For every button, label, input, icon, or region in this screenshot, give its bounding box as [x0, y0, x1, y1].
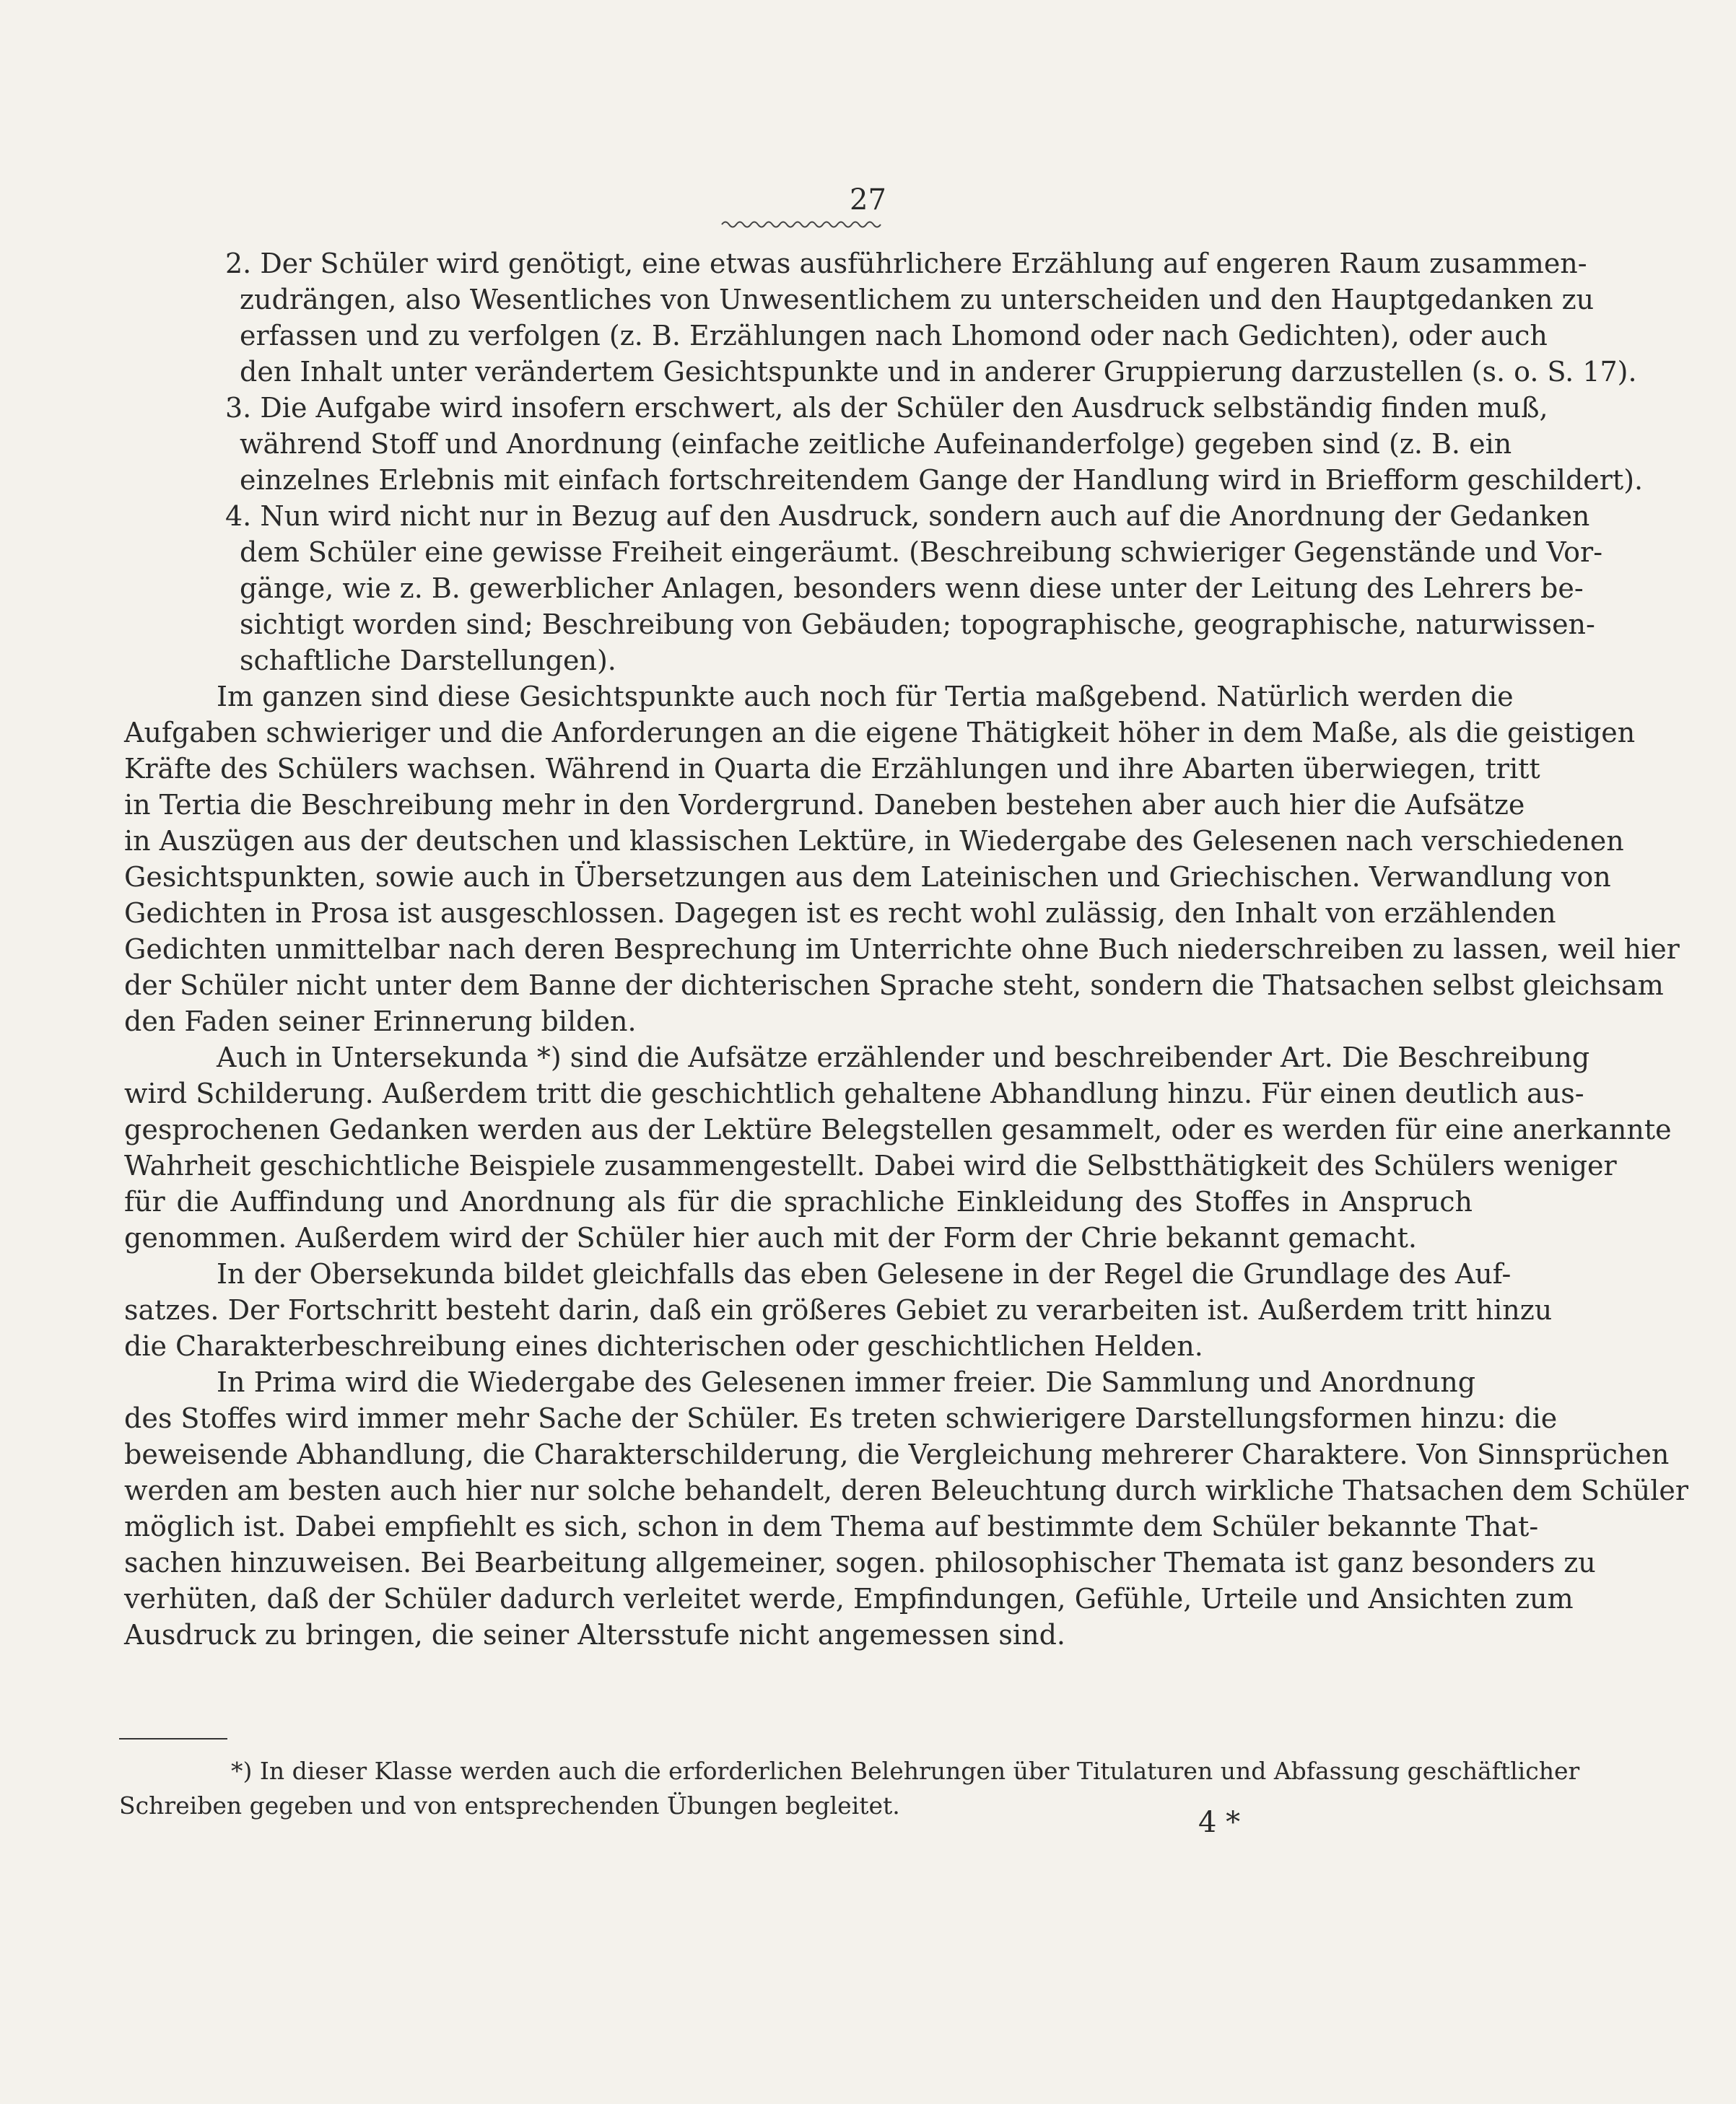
- text-line: Ausdruck zu bringen, die seiner Altersstufe nicht angemessen sind.: [124, 1619, 1065, 1651]
- ornament-divider: [722, 218, 881, 231]
- footnote: [119, 1754, 1580, 1823]
- text-line: 3. Die Aufgabe wird insofern erschwert, als der Schüler den Ausdruck selbständig finden muß,: [225, 392, 1548, 424]
- text-line: In Prima wird die Wiedergabe des Gelesenen immer freier. Die Sammlung und Anordnung: [217, 1366, 1476, 1398]
- text-line: Gesichtspunkten, sowie auch in Übersetzungen aus dem Lateinischen und Griechischen. Verwandlung von: [124, 861, 1611, 893]
- signature-mark: 4 *: [1198, 1806, 1241, 1839]
- text-line: gänge, wie z. B. gewerblicher Anlagen, besonders wenn diese unter der Leitung des Lehrers be-: [240, 572, 1584, 604]
- text-line: verhüten, daß der Schüler dadurch verleitet werde, Empfindungen, Gefühle, Urteile und Ansichten zum: [124, 1583, 1574, 1615]
- text-line: 2. Der Schüler wird genötigt, eine etwas ausführlichere Erzählung auf engeren Raum zusammen-: [225, 248, 1587, 279]
- text-line: Auch in Untersekunda *) sind die Aufsätze erzählender und beschreibender Art. Die Beschreibung: [217, 1042, 1590, 1073]
- footnote-rule: [119, 1738, 227, 1739]
- text-line: wird Schilderung. Außerdem tritt die geschichtlich gehaltene Abhandlung hinzu. Für einen deutlich aus-: [124, 1078, 1584, 1109]
- text-line: der Schüler nicht unter dem Banne der dichterischen Sprache steht, sondern die Thatsachen selbst gleichsam: [124, 969, 1664, 1001]
- text-line: gesprochenen Gedanken werden aus der Lektüre Belegstellen gesammelt, oder es werden für eine anerkannte: [124, 1114, 1672, 1145]
- text-line: einzelnes Erlebnis mit einfach fortschreitendem Gange der Handlung wird in Briefform geschildert).: [240, 464, 1644, 496]
- text-line: Im ganzen sind diese Gesichtspunkte auch noch für Tertia maßgebend. Natürlich werden die: [217, 681, 1514, 712]
- text-line: die Charakterbeschreibung eines dichterischen oder geschichtlichen Helden.: [124, 1330, 1203, 1362]
- text-line: In der Obersekunda bildet gleichfalls das eben Gelesene in der Regel die Grundlage des Auf-: [217, 1258, 1512, 1290]
- text-line: während Stoff und Anordnung (einfache zeitliche Aufeinanderfolge) gegeben sind (z. B. ein: [240, 428, 1512, 460]
- text-line: in Auszügen aus der deutschen und klassischen Lektüre, in Wiedergabe des Gelesenen nach verschiedenen: [124, 825, 1624, 857]
- text-line: Gedichten unmittelbar nach deren Besprechung im Unterrichte ohne Buch niederschreiben zu lassen, weil hier: [124, 933, 1680, 965]
- text-line: für die Auffindung und Anordnung als für die sprachliche Einkleidung des Stoffes in Anspruch: [124, 1186, 1473, 1218]
- text-line: schaftliche Darstellungen).: [240, 645, 616, 676]
- text-line: genommen. Außerdem wird der Schüler hier auch mit der Form der Chrie bekannt gemacht.: [124, 1222, 1417, 1254]
- text-line: des Stoffes wird immer mehr Sache der Schüler. Es treten schwierigere Darstellungsformen hinzu: die: [124, 1402, 1558, 1434]
- text-line: 4. Nun wird nicht nur in Bezug auf den Ausdruck, sondern auch auf die Anordnung der Gedanken: [225, 500, 1590, 532]
- page-number: 27: [850, 183, 886, 217]
- text-line: dem Schüler eine gewisse Freiheit eingeräumt. (Beschreibung schwieriger Gegenstände und Vor-: [240, 536, 1603, 568]
- text-line: erfassen und zu verfolgen (z. B. Erzählungen nach Lhomond oder nach Gedichten), oder auch: [240, 320, 1548, 352]
- text-line: sichtigt worden sind; Beschreibung von Gebäuden; topographische, geographische, naturwissen-: [240, 608, 1595, 640]
- text-line: Gedichten in Prosa ist ausgeschlossen. Dagegen ist es recht wohl zulässig, den Inhalt von erzählenden: [124, 897, 1556, 929]
- text-line: in Tertia die Beschreibung mehr in den Vordergrund. Daneben bestehen aber auch hier die Aufsätze: [124, 789, 1525, 821]
- text-line: den Faden seiner Erinnerung bilden.: [124, 1005, 637, 1037]
- text-line: zudrängen, also Wesentliches von Unwesentlichem zu unterscheiden und den Hauptgedanken zu: [240, 284, 1595, 315]
- text-line: werden am besten auch hier nur solche behandelt, deren Beleuchtung durch wirkliche Thatsachen dem Schüler: [124, 1475, 1689, 1506]
- text-line: Wahrheit geschichtliche Beispiele zusammengestellt. Dabei wird die Selbstthätigkeit des Schülers weniger: [124, 1150, 1617, 1182]
- body-text: [124, 245, 1689, 1653]
- text-line: möglich ist. Dabei empfiehlt es sich, schon in dem Thema auf bestimmte dem Schüler bekannte That-: [124, 1511, 1539, 1542]
- footnote-line: Schreiben gegeben und von entsprechenden Übungen begleitet.: [119, 1791, 900, 1820]
- footnote-line: *) In dieser Klasse werden auch die erforderlichen Belehrungen über Titulaturen und Abfassung geschäftlicher: [231, 1757, 1580, 1785]
- text-line: satzes. Der Fortschritt besteht darin, daß ein größeres Gebiet zu verarbeiten ist. Außerdem tritt hinzu: [124, 1294, 1553, 1326]
- text-line: Kräfte des Schülers wachsen. Während in Quarta die Erzählungen und ihre Abarten überwiegen, tritt: [124, 753, 1540, 785]
- text-line: den Inhalt unter verändertem Gesichtspunkte und in anderer Gruppierung darzustellen (s. o. S. 17).: [240, 356, 1637, 388]
- text-line: beweisende Abhandlung, die Charakterschilderung, die Vergleichung mehrerer Charaktere. Von Sinnsprüchen: [124, 1439, 1670, 1470]
- text-line: sachen hinzuweisen. Bei Bearbeitung allgemeiner, sogen. philosophischer Themata ist ganz besonders zu: [124, 1547, 1596, 1579]
- text-line: Aufgaben schwieriger und die Anforderungen an die eigene Thätigkeit höher in dem Maße, als die geistigen: [124, 717, 1636, 748]
